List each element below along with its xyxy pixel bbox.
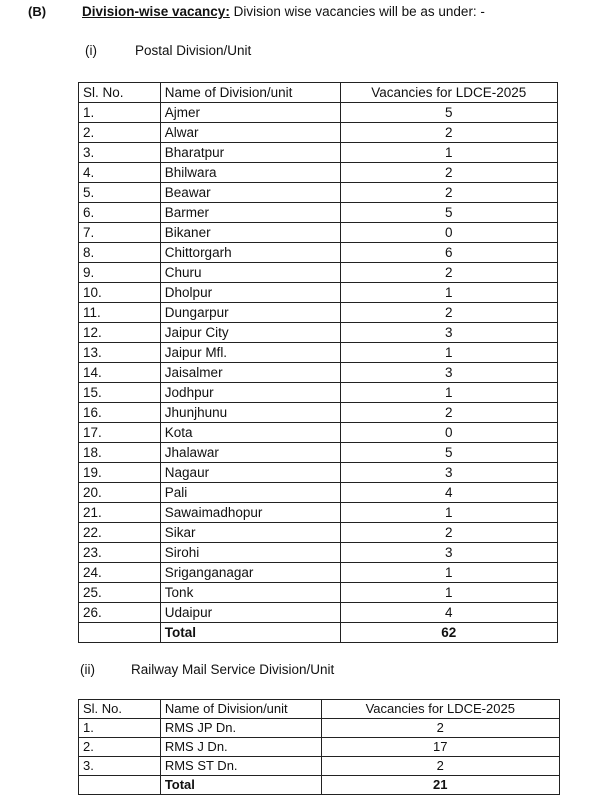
table-row xyxy=(79,403,558,423)
division-cell: Bikaner xyxy=(160,223,340,243)
serial-cell: 1. xyxy=(79,719,161,738)
section-label: (B) xyxy=(28,4,47,19)
table-row xyxy=(79,583,558,603)
table-row xyxy=(79,203,558,223)
vacancy-cell: 2 xyxy=(340,183,557,203)
vacancy-cell: 3 xyxy=(340,323,557,343)
vacancy-cell: 17 xyxy=(321,738,559,757)
vacancy-cell: 3 xyxy=(340,463,557,483)
serial-cell: 14. xyxy=(79,363,161,383)
vacancy-cell: 1 xyxy=(340,343,557,363)
division-cell: Churu xyxy=(160,263,340,283)
division-cell: RMS J Dn. xyxy=(160,738,321,757)
division-cell: Chittorgarh xyxy=(160,243,340,263)
division-cell: Sawaimadhopur xyxy=(160,503,340,523)
serial-cell: 11. xyxy=(79,303,161,323)
division-cell: Pali xyxy=(160,483,340,503)
serial-cell: 25. xyxy=(79,583,161,603)
table-row xyxy=(79,443,558,463)
division-cell: Tonk xyxy=(160,583,340,603)
vacancy-cell: 5 xyxy=(340,203,557,223)
division-cell: Sikar xyxy=(160,523,340,543)
division-cell: Jaipur City xyxy=(160,323,340,343)
vacancy-cell: 6 xyxy=(340,243,557,263)
table-row xyxy=(79,719,560,738)
rms-index: (ii) xyxy=(80,662,95,677)
division-cell: RMS JP Dn. xyxy=(160,719,321,738)
division-cell: Beawar xyxy=(160,183,340,203)
table-row xyxy=(79,423,558,443)
serial-cell: 10. xyxy=(79,283,161,303)
vacancy-cell: 2 xyxy=(340,163,557,183)
table-row xyxy=(79,263,558,283)
vacancy-cell: 2 xyxy=(321,719,559,738)
serial-cell: 7. xyxy=(79,223,161,243)
vacancy-cell: 2 xyxy=(340,303,557,323)
vacancy-cell: 1 xyxy=(340,563,557,583)
serial-cell: 22. xyxy=(79,523,161,543)
table-row xyxy=(79,343,558,363)
serial-cell: 6. xyxy=(79,203,161,223)
column-header: Vacancies for LDCE-2025 xyxy=(340,83,557,103)
division-cell: Jhunjhunu xyxy=(160,403,340,423)
vacancy-cell: 2 xyxy=(340,523,557,543)
postal-index: (i) xyxy=(85,43,97,58)
total-row xyxy=(79,623,558,643)
serial-cell: 3. xyxy=(79,757,161,776)
division-cell: Jodhpur xyxy=(160,383,340,403)
postal-title: Postal Division/Unit xyxy=(135,43,252,58)
division-cell: Jaisalmer xyxy=(160,363,340,383)
table-row xyxy=(79,543,558,563)
column-header: Name of Division/unit xyxy=(160,83,340,103)
table-row xyxy=(79,563,558,583)
serial-cell: 3. xyxy=(79,143,161,163)
division-cell: Sriganganagar xyxy=(160,563,340,583)
table-row xyxy=(79,303,558,323)
serial-cell: 12. xyxy=(79,323,161,343)
serial-cell: 20. xyxy=(79,483,161,503)
serial-cell: 2. xyxy=(79,738,161,757)
vacancy-cell: 5 xyxy=(340,443,557,463)
section-heading xyxy=(82,4,485,19)
table-row xyxy=(79,123,558,143)
table-row xyxy=(79,383,558,403)
division-cell: Barmer xyxy=(160,203,340,223)
total-label: Total xyxy=(160,776,321,795)
vacancy-cell: 1 xyxy=(340,383,557,403)
total-value: 62 xyxy=(340,623,557,643)
serial-cell: 21. xyxy=(79,503,161,523)
vacancy-cell: 2 xyxy=(340,123,557,143)
vacancy-cell: 0 xyxy=(340,423,557,443)
division-cell: Nagaur xyxy=(160,463,340,483)
column-header: Sl. No. xyxy=(79,700,161,719)
serial-cell: 26. xyxy=(79,603,161,623)
division-cell: Bharatpur xyxy=(160,143,340,163)
table-row xyxy=(79,243,558,263)
vacancy-cell: 5 xyxy=(340,103,557,123)
table-row xyxy=(79,363,558,383)
rms-title: Railway Mail Service Division/Unit xyxy=(131,662,335,677)
table-row xyxy=(79,323,558,343)
serial-cell: 2. xyxy=(79,123,161,143)
serial-cell: 9. xyxy=(79,263,161,283)
table-row xyxy=(79,463,558,483)
table-row xyxy=(79,183,558,203)
heading-bold: Division-wise vacancy: xyxy=(82,4,230,19)
table-row xyxy=(79,738,560,757)
table-row xyxy=(79,603,558,623)
serial-cell: 8. xyxy=(79,243,161,263)
heading-rest: Division wise vacancies will be as under: - xyxy=(229,4,485,19)
serial-cell: 5. xyxy=(79,183,161,203)
header-row xyxy=(79,700,560,719)
total-value: 21 xyxy=(321,776,559,795)
division-cell: Bhilwara xyxy=(160,163,340,183)
serial-cell: 13. xyxy=(79,343,161,363)
column-header: Name of Division/unit xyxy=(160,700,321,719)
table-row xyxy=(79,757,560,776)
serial-cell: 4. xyxy=(79,163,161,183)
table-row xyxy=(79,483,558,503)
vacancy-cell: 4 xyxy=(340,603,557,623)
division-cell: Udaipur xyxy=(160,603,340,623)
vacancy-cell: 1 xyxy=(340,283,557,303)
table-row xyxy=(79,523,558,543)
division-cell: Alwar xyxy=(160,123,340,143)
division-cell: Jhalawar xyxy=(160,443,340,463)
header-row xyxy=(79,83,558,103)
vacancy-cell: 4 xyxy=(340,483,557,503)
division-cell: Kota xyxy=(160,423,340,443)
division-cell: RMS ST Dn. xyxy=(160,757,321,776)
column-header: Vacancies for LDCE-2025 xyxy=(321,700,559,719)
serial-cell: 19. xyxy=(79,463,161,483)
rms-vacancy-table xyxy=(78,699,560,795)
column-header: Sl. No. xyxy=(79,83,161,103)
division-cell: Ajmer xyxy=(160,103,340,123)
total-blank-cell xyxy=(79,623,161,643)
total-row xyxy=(79,776,560,795)
division-cell: Sirohi xyxy=(160,543,340,563)
serial-cell: 23. xyxy=(79,543,161,563)
serial-cell: 18. xyxy=(79,443,161,463)
vacancy-cell: 3 xyxy=(340,363,557,383)
serial-cell: 17. xyxy=(79,423,161,443)
total-blank-cell xyxy=(79,776,161,795)
total-label: Total xyxy=(160,623,340,643)
table-row xyxy=(79,283,558,303)
table-row xyxy=(79,223,558,243)
serial-cell: 24. xyxy=(79,563,161,583)
vacancy-cell: 0 xyxy=(340,223,557,243)
vacancy-cell: 2 xyxy=(340,403,557,423)
vacancy-cell: 3 xyxy=(340,543,557,563)
table-row xyxy=(79,503,558,523)
division-cell: Dungarpur xyxy=(160,303,340,323)
vacancy-cell: 1 xyxy=(340,583,557,603)
vacancy-cell: 1 xyxy=(340,503,557,523)
division-cell: Jaipur Mfl. xyxy=(160,343,340,363)
postal-vacancy-table xyxy=(78,82,558,643)
serial-cell: 15. xyxy=(79,383,161,403)
vacancy-cell: 2 xyxy=(340,263,557,283)
table-row xyxy=(79,103,558,123)
serial-cell: 1. xyxy=(79,103,161,123)
serial-cell: 16. xyxy=(79,403,161,423)
vacancy-cell: 2 xyxy=(321,757,559,776)
table-row xyxy=(79,163,558,183)
division-cell: Dholpur xyxy=(160,283,340,303)
table-row xyxy=(79,143,558,163)
vacancy-cell: 1 xyxy=(340,143,557,163)
